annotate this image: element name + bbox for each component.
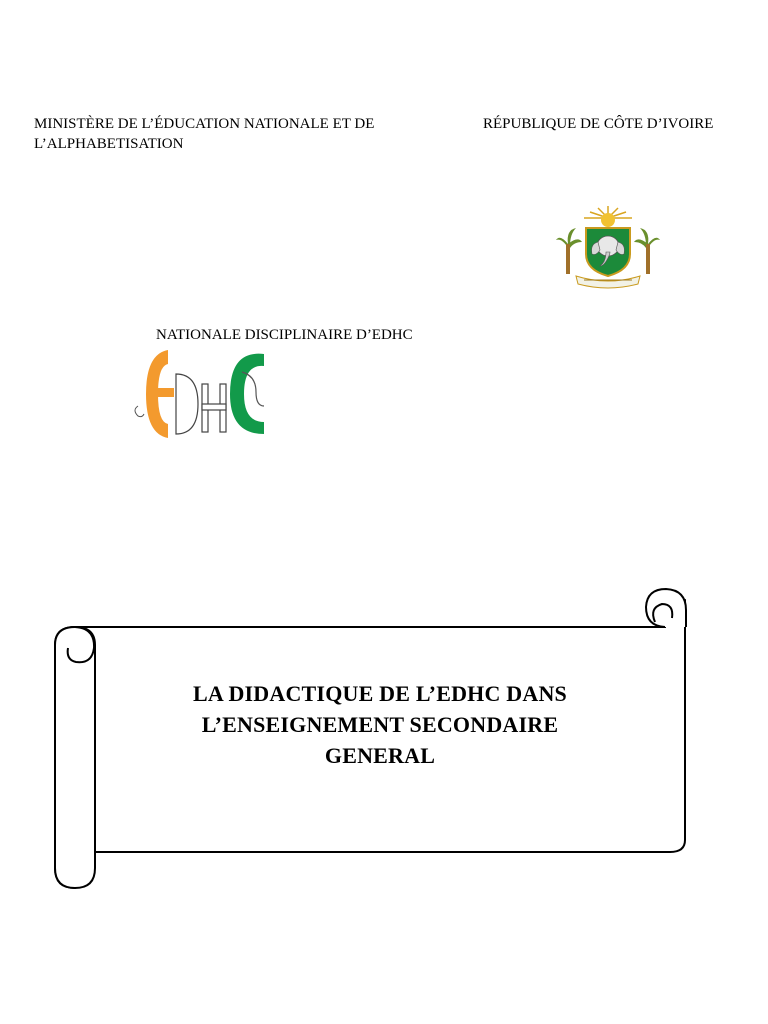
title-line-2: L’ENSEIGNEMENT SECONDAIRE: [201, 712, 559, 737]
cellule-heading: NATIONALE DISCIPLINAIRE D’EDHC: [156, 327, 413, 343]
ministry-line-2: L’ALPHABETISATION: [34, 136, 184, 152]
ministry-line-1: MINISTÈRE DE L’ÉDUCATION NATIONALE ET DE: [34, 116, 375, 132]
title-line-3: GENERAL: [324, 743, 436, 768]
republic-heading: RÉPUBLIQUE DE CÔTE D’IVOIRE: [483, 116, 714, 132]
document-title: [110, 678, 650, 771]
title-line-1: LA DIDACTIQUE DE L’EDHC DANS: [193, 681, 567, 706]
